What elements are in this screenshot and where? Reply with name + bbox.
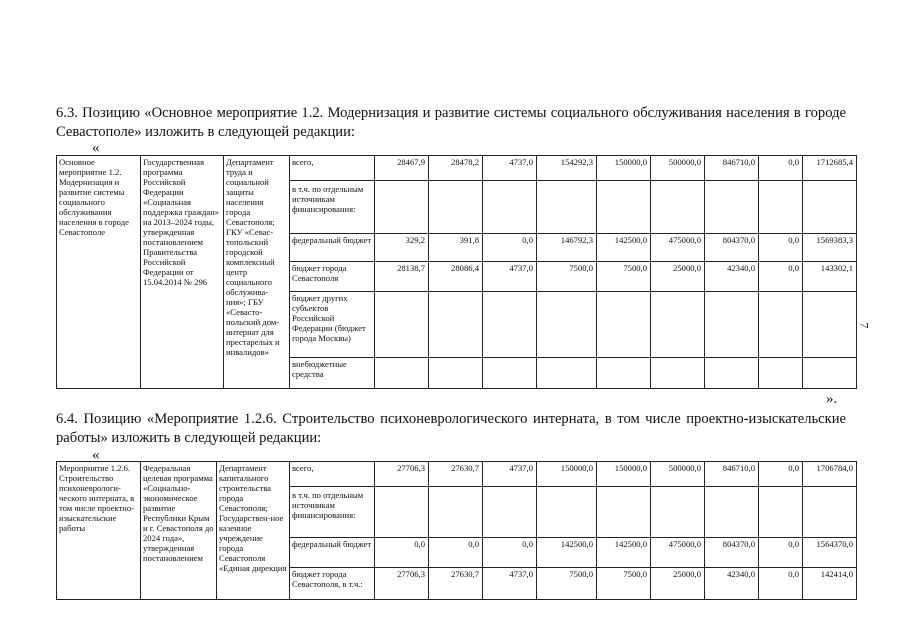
value-cell: 7500,0 <box>537 262 597 292</box>
value-cell: 0,0 <box>483 234 537 262</box>
value-cell: 42340,0 <box>705 262 759 292</box>
value-cell: 7500,0 <box>597 568 651 600</box>
value-cell: 154292,3 <box>537 156 597 181</box>
value-cell: 0,0 <box>759 568 803 600</box>
value-cell: 475000,0 <box>651 234 705 262</box>
value-cell: 4737,0 <box>483 568 537 600</box>
value-cell: 7500,0 <box>597 262 651 292</box>
value-cell: 1569383,3 <box>803 234 857 262</box>
value-cell: 28478,2 <box>429 156 483 181</box>
value-cell: 150000,0 <box>537 462 597 487</box>
executor-cell: Департамент труда и социальной защиты населения города Севастополя; ГКУ «Севас-топольский городской комплексный центр социального обслужива-ния»; ГБУ «Севасто-польский дом-интернат для престарелых и инвалидов» <box>224 156 290 389</box>
value-cell: 7500,0 <box>537 568 597 600</box>
value-cell: 25000,0 <box>651 262 705 292</box>
program-cell: Государственная программа Российской Федерации «Социальная поддержка граждан» на 2013–2024 годы, утвержденная постановлением Правительства Российской Федерации от 15.04.2014 № 296 <box>141 156 224 389</box>
value-cell: 804370,0 <box>705 538 759 568</box>
value-cell: 500000,0 <box>651 462 705 487</box>
value-cell: 4737,0 <box>483 262 537 292</box>
value-cell: 4737,0 <box>483 156 537 181</box>
value-cell: 4737,0 <box>483 462 537 487</box>
value-cell: 0,0 <box>759 462 803 487</box>
value-cell: 142414,0 <box>803 568 857 600</box>
value-cell: 28138,7 <box>375 262 429 292</box>
open-quote-1: « <box>92 140 100 156</box>
source-label: федеральный бюджет <box>290 538 375 568</box>
value-cell: 146792,3 <box>537 234 597 262</box>
activity-name-cell: Основное мероприятие 1.2. Модернизация и развитие системы социального обслуживания населения в городе Севастополе <box>57 156 141 389</box>
section-6-4-intro: 6.4. Позицию «Мероприятие 1.2.6. Строительство психоневрологического интерната, в том числе проектно-изыскательские работы» изложить в следующей редакции: <box>56 411 846 446</box>
value-cell: 500000,0 <box>651 156 705 181</box>
source-label: бюджет города Севастополя <box>290 262 375 292</box>
value-cell: 846710,0 <box>705 156 759 181</box>
value-cell: 804370,0 <box>705 234 759 262</box>
table-activity-1-2-6 <box>56 461 857 600</box>
value-cell: 1706784,0 <box>803 462 857 487</box>
close-quote-1: ». <box>826 391 838 407</box>
source-label: федеральный бюджет <box>290 234 375 262</box>
value-cell: 0,0 <box>759 538 803 568</box>
page-number: 7 <box>857 322 872 329</box>
source-label: бюджет города Севастополя, в т.ч.: <box>290 568 375 600</box>
value-cell: 27706,3 <box>375 462 429 487</box>
table-activity-1-2 <box>56 155 857 389</box>
value-cell: 1712685,4 <box>803 156 857 181</box>
value-cell: 142500,0 <box>537 538 597 568</box>
value-cell: 27706,3 <box>375 568 429 600</box>
value-cell: 0,0 <box>759 262 803 292</box>
section-6-3-intro: 6.3. Позицию «Основное мероприятие 1.2. Модернизация и развитие системы социального обслуживания населения в городе Севастополе» изложить в следующей редакции: <box>56 105 846 140</box>
value-cell: 27630,7 <box>429 568 483 600</box>
value-cell: 150000,0 <box>597 156 651 181</box>
value-cell: 142500,0 <box>597 234 651 262</box>
open-quote-2: « <box>92 447 100 463</box>
value-cell: 0,0 <box>759 234 803 262</box>
value-cell: 150000,0 <box>597 462 651 487</box>
program-cell: Федеральная целевая программа «Социально-экономическое развитие Республики Крым и г. Севастополя до 2024 года», утвержденная постановлением <box>141 462 217 600</box>
value-cell: 0,0 <box>483 538 537 568</box>
table-row <box>57 156 857 181</box>
table-row <box>57 462 857 487</box>
source-label: всего, <box>290 462 375 487</box>
value-cell: 1564370,0 <box>803 538 857 568</box>
value-cell: 0,0 <box>759 156 803 181</box>
value-cell: 329,2 <box>375 234 429 262</box>
source-label: бюджет других субъектов Российской Федерации (бюджет города Москвы) <box>290 292 375 358</box>
value-cell: 391,8 <box>429 234 483 262</box>
value-cell: 28467,9 <box>375 156 429 181</box>
executor-cell: Департамент капитального строительства города Севастополя; Государствен-ное казенное учреждение города Севастополя «Единая дирекция <box>217 462 290 600</box>
source-label: внебюджетные средства <box>290 358 375 389</box>
value-cell: 25000,0 <box>651 568 705 600</box>
value-cell: 475000,0 <box>651 538 705 568</box>
value-cell: 42340,0 <box>705 568 759 600</box>
value-cell: 28086,4 <box>429 262 483 292</box>
value-cell: 846710,0 <box>705 462 759 487</box>
source-label: в т.ч. по отдельным источникам финансирования: <box>290 487 375 538</box>
value-cell: 143302,1 <box>803 262 857 292</box>
activity-name-cell: Мероприятие 1.2.6. Строительство психоневрологи-ческого интерната, в том числе проектно-изыскательские работы <box>57 462 141 600</box>
source-label: в т.ч. по отдельным источникам финансирования: <box>290 181 375 234</box>
value-cell: 0,0 <box>429 538 483 568</box>
source-label: всего, <box>290 156 375 181</box>
value-cell: 142500,0 <box>597 538 651 568</box>
value-cell: 27630,7 <box>429 462 483 487</box>
value-cell: 0,0 <box>375 538 429 568</box>
